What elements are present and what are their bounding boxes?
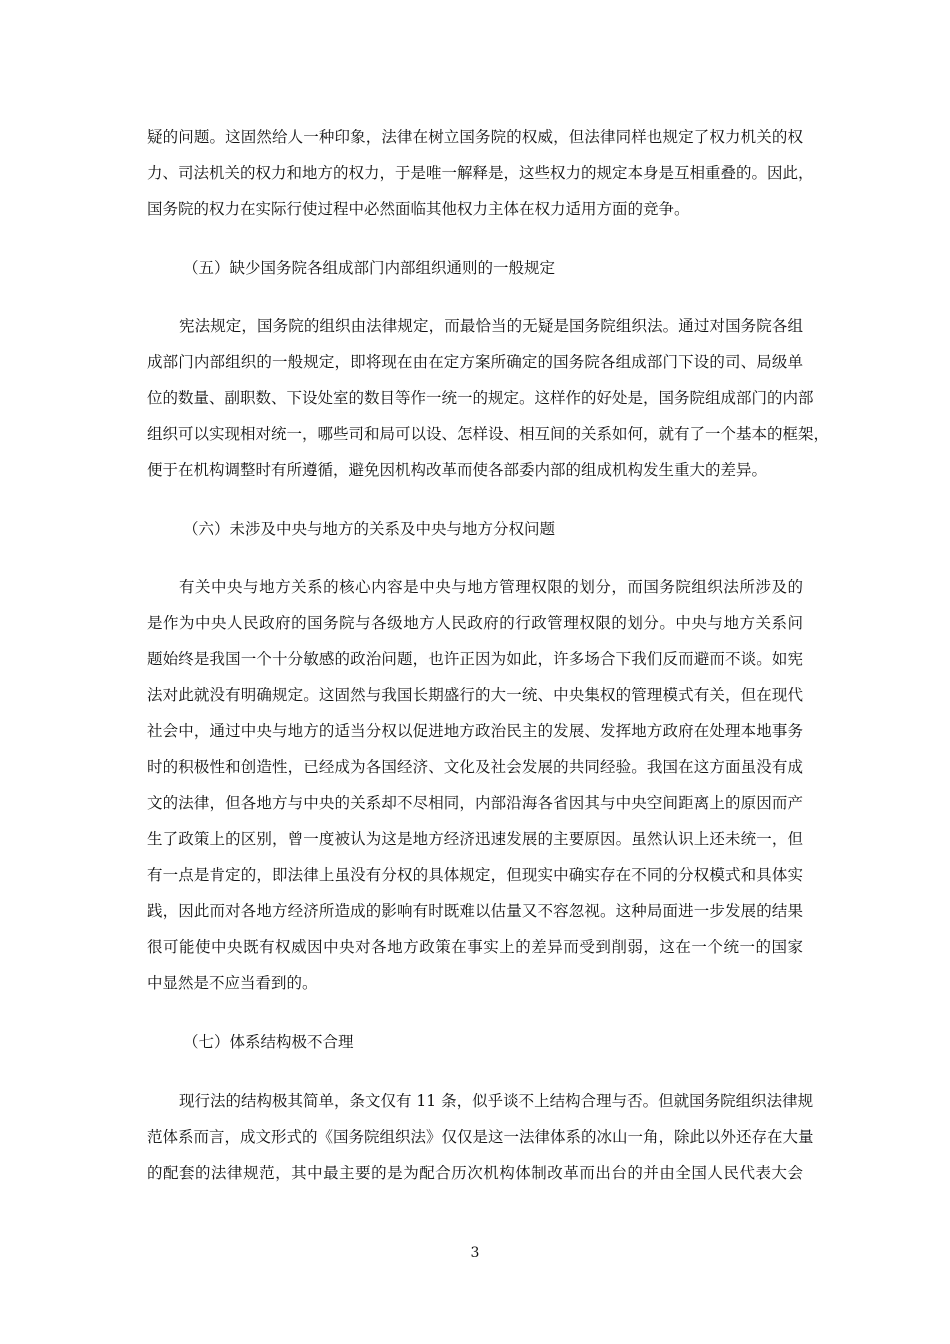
text-line: 时的积极性和创造性，已经成为各国经济、文化及社会发展的共同经验。我国在这方面虽没有成	[147, 758, 803, 776]
text-line: 中显然是不应当看到的。	[147, 974, 318, 992]
section-heading: （七）体系结构极不合理	[183, 1033, 354, 1051]
text-line: 的配套的法律规范，其中最主要的是为配合历次机构体制改革而出台的并由全国人民代表大会	[147, 1164, 803, 1182]
text-line: 社会中，通过中央与地方的适当分权以促进地方政治民主的发展、发挥地方政府在处理本地事务	[147, 722, 803, 740]
text-line: 生了政策上的区别，曾一度被认为这是地方经济迅速发展的主要原因。虽然认识上还未统一，但	[147, 830, 803, 848]
text-line: 位的数量、副职数、下设处室的数目等作一统一的规定。这样作的好处是，国务院组成部门的内部	[147, 389, 814, 407]
text-line: 很可能使中央既有权威因中央对各地方政策在事实上的差异而受到削弱，这在一个统一的国家	[147, 938, 803, 956]
text-line: 有一点是肯定的，即法律上虽没有分权的具体规定，但现实中确实存在不同的分权模式和具体实	[147, 866, 803, 884]
text-line: 是作为中央人民政府的国务院与各级地方人民政府的行政管理权限的划分。中央与地方关系问	[147, 614, 803, 632]
text-line: 成部门内部组织的一般规定，即将现在由在定方案所确定的国务院各组成部门下设的司、局级单	[147, 353, 803, 371]
text-line: 国务院的权力在实际行使过程中必然面临其他权力主体在权力适用方面的竞争。	[147, 200, 690, 218]
section-heading: （五）缺少国务院各组成部门内部组织通则的一般规定	[183, 259, 556, 277]
text-line: 力、司法机关的权力和地方的权力，于是唯一解释是，这些权力的规定本身是互相重叠的。因此，	[147, 164, 814, 182]
text-line: 题始终是我国一个十分敏感的政治问题，也许正因为如此，许多场合下我们反而避而不谈。如宪	[147, 650, 803, 668]
text-line: 宪法规定，国务院的组织由法律规定，而最恰当的无疑是国务院组织法。通过对国务院各组	[179, 317, 803, 335]
text-line: 践，因此而对各地方经济所造成的影响有时既难以估量又不容忽视。这种局面进一步发展的结果	[147, 902, 803, 920]
section-heading: （六）未涉及中央与地方的关系及中央与地方分权问题	[183, 520, 556, 538]
text-line: 便于在机构调整时有所遵循，避免因机构改革而使各部委内部的组成机构发生重大的差异。	[147, 461, 768, 479]
page-number: 3	[470, 1245, 480, 1261]
text-line: 现行法的结构极其简单，条文仅有 11 条，似乎谈不上结构合理与否。但就国务院组织法律规	[179, 1092, 814, 1110]
text-line: 疑的问题。这固然给人一种印象，法律在树立国务院的权威，但法律同样也规定了权力机关的权	[147, 128, 803, 146]
text-line: 组织可以实现相对统一，哪些司和局可以设、怎样设、相互间的关系如何，就有了一个基本的框架，	[147, 425, 830, 443]
text-line: 有关中央与地方关系的核心内容是中央与地方管理权限的划分，而国务院组织法所涉及的	[179, 578, 803, 596]
text-line: 范体系而言，成文形式的《国务院组织法》仅仅是这一法律体系的冰山一角，除此以外还存在大量	[147, 1128, 814, 1146]
text-line: 法对此就没有明确规定。这固然与我国长期盛行的大一统、中央集权的管理模式有关，但在现代	[147, 686, 803, 704]
text-line: 文的法律，但各地方与中央的关系却不尽相同，内部沿海各省因其与中央空间距离上的原因而产	[147, 794, 803, 812]
